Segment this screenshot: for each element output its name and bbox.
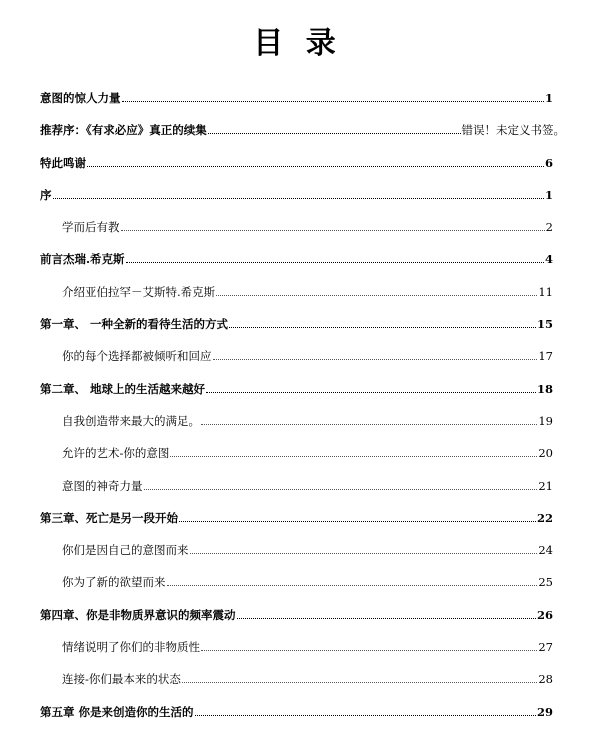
toc-entry[interactable] bbox=[40, 122, 565, 138]
toc-entry-page: 15 bbox=[536, 317, 553, 331]
toc-entry-page: 25 bbox=[538, 575, 553, 589]
toc-title: 目 录 bbox=[253, 26, 342, 61]
toc-entry-label: 第一章、 一种全新的看待生活的方式 bbox=[40, 317, 229, 331]
toc-entry[interactable] bbox=[40, 704, 553, 720]
toc-entry-label: 学而后有教 bbox=[62, 220, 120, 234]
dot-leader bbox=[201, 424, 537, 425]
toc-entry-page: 19 bbox=[538, 414, 553, 428]
dot-leader bbox=[237, 618, 536, 619]
toc-entry-label: 自我创造带来最大的满足。 bbox=[62, 414, 200, 428]
toc-entry-label: 推荐序：《有求必应》真正的续集 bbox=[40, 123, 207, 137]
toc-entry-label: 序 bbox=[40, 188, 52, 202]
toc-entry-page: 4 bbox=[544, 252, 553, 266]
dot-leader bbox=[144, 489, 538, 490]
toc-entry-label: 第五章 你是来创造你的生活的 bbox=[40, 705, 194, 719]
dot-leader bbox=[229, 327, 536, 328]
toc-entry-label: 第四章、你是非物质界意识的频率震动 bbox=[40, 608, 236, 622]
toc-entry[interactable] bbox=[40, 510, 553, 526]
toc-entry-page: 2 bbox=[545, 220, 553, 234]
toc-entry-page: 18 bbox=[536, 382, 553, 396]
toc-entry[interactable] bbox=[62, 478, 553, 494]
dot-leader bbox=[201, 650, 537, 651]
dot-leader bbox=[179, 521, 536, 522]
toc-entry-page: 28 bbox=[538, 672, 553, 686]
toc-entry[interactable] bbox=[40, 607, 553, 623]
toc-entry[interactable] bbox=[62, 348, 553, 364]
toc-entry[interactable] bbox=[62, 445, 553, 461]
toc-entry-page: 6 bbox=[544, 156, 553, 170]
toc-entry-page: 27 bbox=[538, 640, 553, 654]
toc-entry[interactable] bbox=[62, 219, 553, 235]
toc-entry[interactable] bbox=[40, 187, 553, 203]
toc-entry-label: 连接-你们最本来的状态 bbox=[62, 672, 181, 686]
toc-entry-page: 11 bbox=[538, 285, 553, 299]
toc-entry-label: 意图的神奇力量 bbox=[62, 479, 143, 493]
toc-entry-label: 介绍亚伯拉罕－艾斯特.希克斯 bbox=[62, 285, 216, 299]
dot-leader bbox=[87, 166, 544, 167]
toc-entry[interactable] bbox=[62, 542, 553, 558]
toc-entry-page: 24 bbox=[538, 543, 553, 557]
toc-entry-label: 允许的艺术-你的意图 bbox=[62, 446, 170, 460]
toc-entry-page: 错误！未定义书签。 bbox=[461, 123, 565, 137]
toc-entry-label: 情绪说明了你们的非物质性 bbox=[62, 640, 200, 654]
toc-entry-page: 1 bbox=[544, 91, 553, 105]
toc-entry-page: 20 bbox=[538, 446, 553, 460]
toc-entry[interactable] bbox=[62, 639, 553, 655]
dot-leader bbox=[126, 262, 544, 263]
toc-entry-label: 特此鸣谢 bbox=[40, 156, 86, 170]
toc-entry[interactable] bbox=[40, 316, 553, 332]
toc-entry[interactable] bbox=[62, 284, 553, 300]
toc-entry[interactable] bbox=[40, 381, 553, 397]
dot-leader bbox=[206, 392, 536, 393]
toc-entry-label: 你的每个选择都被倾听和回应 bbox=[62, 349, 212, 363]
dot-leader bbox=[213, 359, 538, 360]
toc-entry[interactable] bbox=[40, 155, 553, 171]
dot-leader bbox=[182, 682, 537, 683]
toc-entry-label: 你为了新的欲望而来 bbox=[62, 575, 166, 589]
toc-entry[interactable] bbox=[40, 90, 553, 106]
toc-entry-label: 前言杰瑞.希克斯 bbox=[40, 252, 125, 266]
dot-leader bbox=[53, 198, 544, 199]
toc-entry-page: 29 bbox=[536, 705, 553, 719]
toc-entry-label: 你们是因自己的意图而来 bbox=[62, 543, 189, 557]
toc-entry[interactable] bbox=[40, 251, 553, 267]
dot-leader bbox=[208, 133, 461, 134]
toc-entry-page: 26 bbox=[536, 608, 553, 622]
dot-leader bbox=[167, 585, 538, 586]
toc-entry-page: 21 bbox=[538, 479, 553, 493]
toc-entry-page: 1 bbox=[544, 188, 553, 202]
dot-leader bbox=[122, 101, 544, 102]
toc-entry-label: 第二章、 地球上的生活越来越好 bbox=[40, 382, 206, 396]
toc-entry[interactable] bbox=[62, 413, 553, 429]
toc-entry-page: 22 bbox=[536, 511, 553, 525]
dot-leader bbox=[190, 553, 538, 554]
dot-leader bbox=[170, 456, 537, 457]
dot-leader bbox=[121, 230, 545, 231]
toc-entry[interactable] bbox=[62, 671, 553, 687]
toc-entry-page: 17 bbox=[538, 349, 553, 363]
dot-leader bbox=[195, 715, 536, 716]
toc-entry-label: 第三章、死亡是另一段开始 bbox=[40, 511, 178, 525]
dot-leader bbox=[216, 295, 537, 296]
toc-entry[interactable] bbox=[62, 574, 553, 590]
toc-entry-label: 意图的惊人力量 bbox=[40, 91, 121, 105]
